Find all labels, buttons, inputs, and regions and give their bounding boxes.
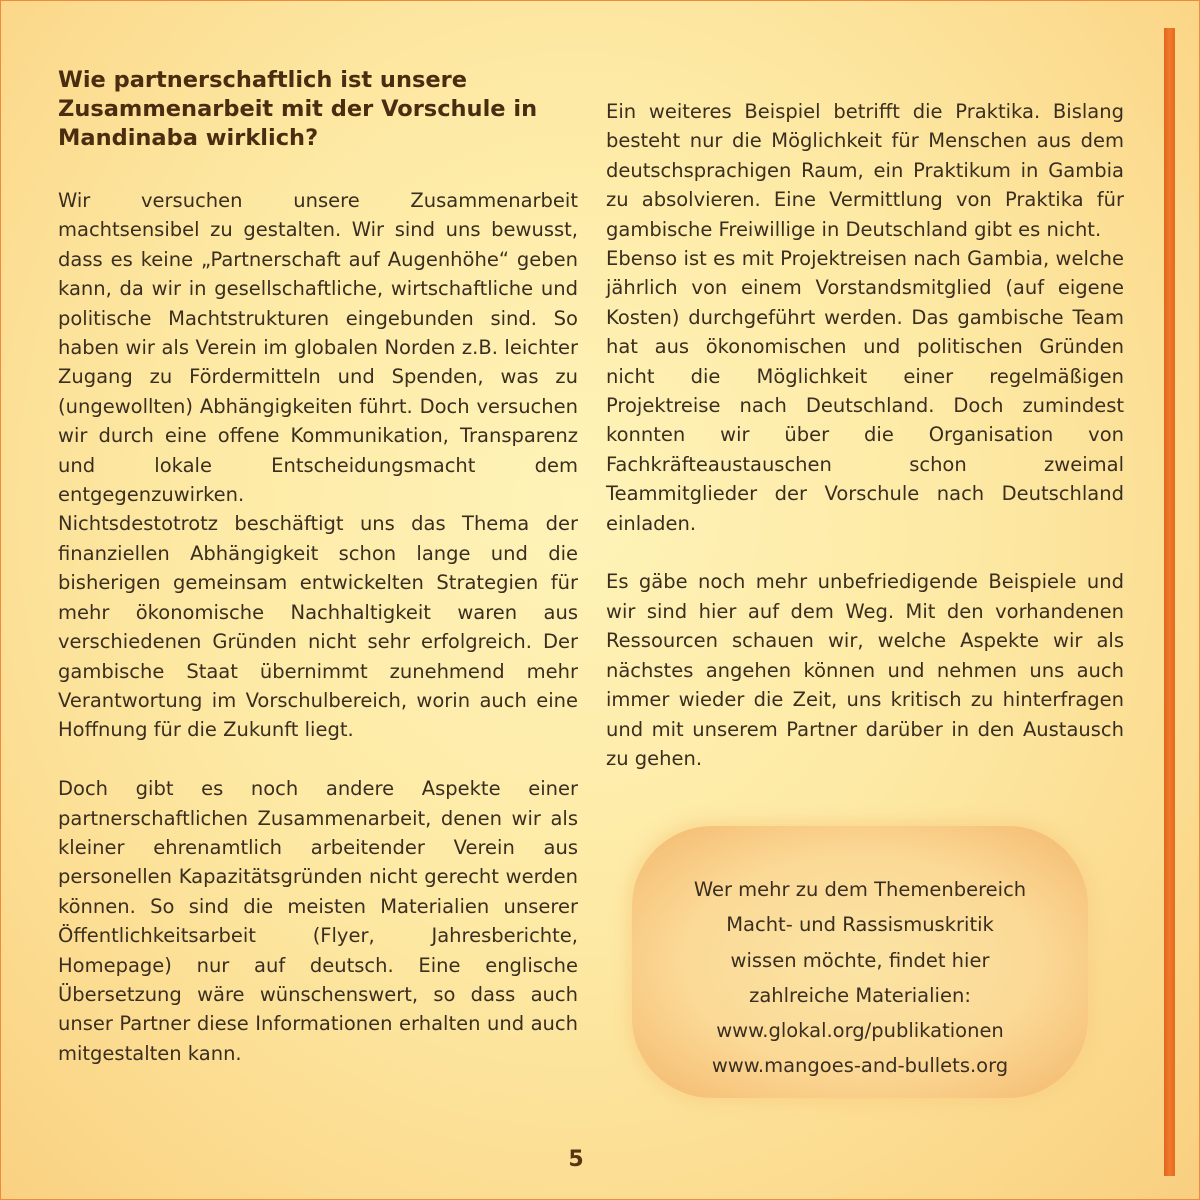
info-box [632, 872, 1088, 1084]
paragraph-spacer [58, 745, 578, 774]
paragraph-more-examples: Es gäbe noch mehr unbefriedigende Beispiele und wir sind hier auf dem Weg. Mit den vorhandenen Ressourcen schauen wir, welche Aspekte wir als nächstes angehen können und nehmen uns auch immer wieder die Zeit, uns kritisch zu hinterfragen und mit unserem Partner darüber in den Austausch zu gehen. [606, 570, 1124, 770]
link-mangoes-and-bullets[interactable]: www.mangoes-and-bullets.org [711, 1054, 1009, 1078]
info-line: wissen möchte, findet hier [730, 948, 990, 972]
page-number: 5 [568, 1147, 584, 1172]
info-line: zahlreiche Materialien: [749, 983, 971, 1007]
article-heading: Wie partnerschaftlich ist unsere Zusammenarbeit mit der Vorschule in Mandinaba wirklich? [58, 67, 538, 151]
right-column [606, 97, 1124, 773]
paragraph-other-aspects: Doch gibt es noch andere Aspekte einer partnerschaftlichen Zusammenarbeit, denen wir als kleiner ehrenamtlich arbeitender Verein aus personellen Kapazitätsgründen nicht gerecht werden können. So sind die meisten Materialien unserer Öffentlichkeitsarbeit (Flyer, Jahresberichte, Homepage) nur auf deutsch. Eine englische Übersetzung wäre wünschenswert, so dass auch unser Partner diese Informationen erhalten und auch mitgestalten kann. [58, 777, 578, 1065]
paragraph-financial-dependency: Nichtsdestotrotz beschäftigt uns das Thema der finanziellen Abhängigkeit schon lange und die bisherigen gemeinsam entwickelten Strategien für mehr ökonomische Nachhaltigkeit waren aus verschiedenen Gründen nicht sehr erfolgreich. Der gambische Staat übernimmt zunehmend mehr Verantwortung im Vorschulbereich, worin auch eine Hoffnung für die Zukunft liegt. [58, 512, 578, 742]
left-column [58, 186, 578, 1068]
paragraph-project-trips: Ebenso ist es mit Projektreisen nach Gambia, welche jährlich von einem Vorstandsmitglied (auf eigene Kosten) durchgeführt werden. Das gambische Team hat aus ökonomischen und politischen Gründen nicht die Möglichkeit einer regelmäßigen Projektreise nach Deutschland. Doch zumindest konnten wir über die Organisation von Fachkräfteaustauschen schon zweimal Teammitglieder der Vorschule nach Deutschland einladen. [606, 247, 1124, 535]
info-line: Macht- und Rassismuskritik [726, 913, 994, 937]
paragraph-internships: Ein weiteres Beispiel betrifft die Praktika. Bislang besteht nur die Möglichkeit für Menschen aus dem deutschsprachigen Raum, ein Praktikum in Gambia zu absolvieren. Eine Vermittlung von Praktika für gambische Freiwillige in Deutschland gibt es nicht. [606, 100, 1124, 241]
info-line: Wer mehr zu dem Themenbereich [693, 878, 1027, 901]
link-glokal[interactable]: www.glokal.org/publikationen [716, 1019, 1004, 1043]
paragraph-power-sensitive: Wir versuchen unsere Zusammenarbeit machtsensibel zu gestalten. Wir sind uns bewusst, dass es keine „Partnerschaft auf Augenhöhe“ geben kann, da wir in gesellschaftliche, wirtschaftliche und politische Machtstrukturen eingebunden sind. So haben wir als Verein im globalen Norden z.B. leichter Zugang zu Fördermitteln und Spenden, was zu (ungewollten) Abhängigkeiten führt. Doch versuchen wir durch eine offene Kommunikation, Transparenz und lokale Entscheidungsmacht dem entgegenzuwirken. [58, 189, 578, 507]
orange-side-bar [1164, 28, 1175, 1176]
paragraph-spacer [606, 538, 1124, 567]
